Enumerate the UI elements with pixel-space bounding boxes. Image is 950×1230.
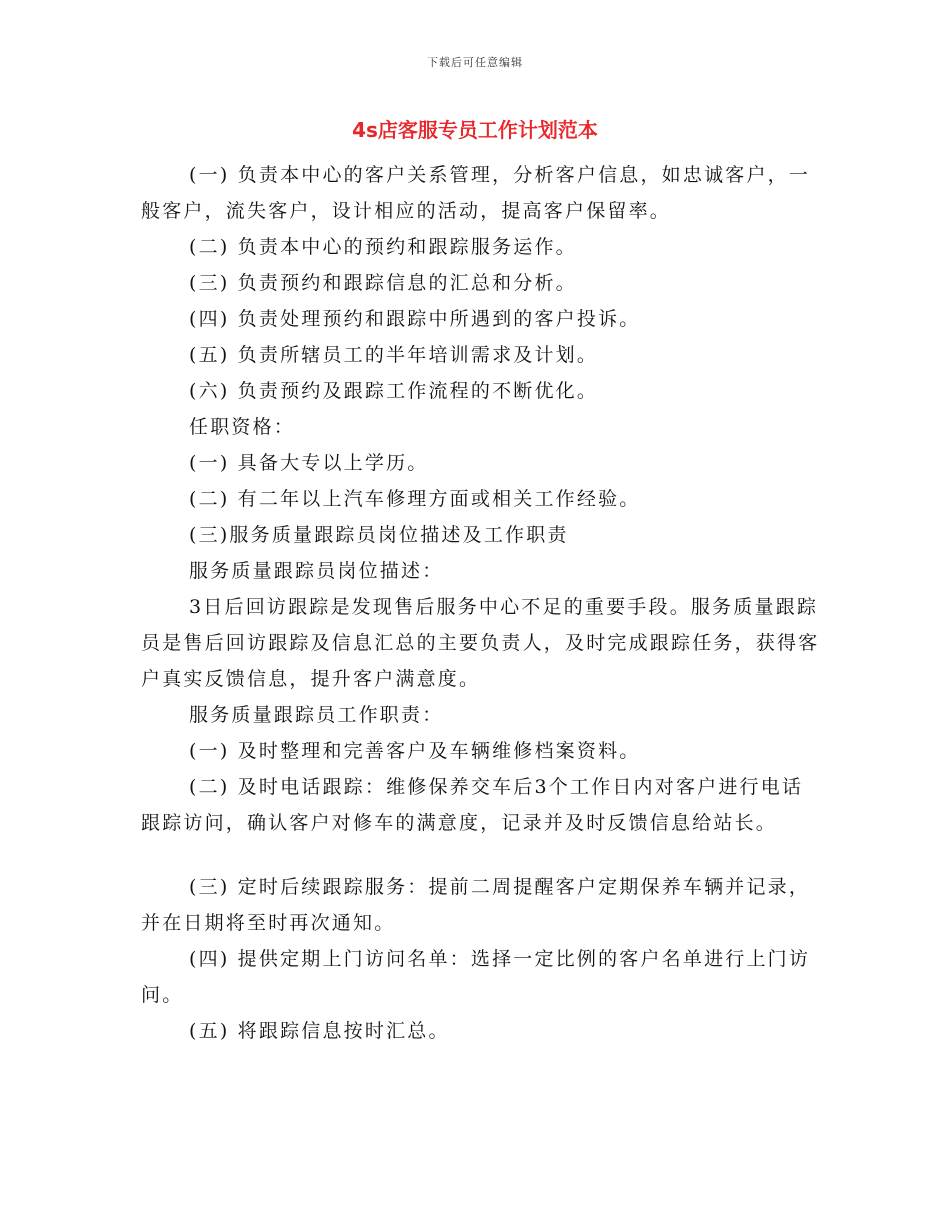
section-heading-qualifications: 任职资格：: [189, 416, 296, 438]
paragraph-qualification-3: (三)服务质量跟踪员岗位描述及工作职责: [189, 524, 569, 546]
paragraph-duty-2: (二) 负责本中心的预约和跟踪服务运作。: [189, 236, 577, 258]
section-heading-tracker-duties: 服务质量跟踪员工作职责：: [189, 704, 444, 726]
paragraph-tracker-duty-4: (四) 提供定期上门访问名单：选择一定比例的客户名单进行上门访问。: [141, 948, 811, 1006]
paragraph-tracker-duty-1: (一) 及时整理和完善客户及车辆维修档案资料。: [189, 740, 641, 762]
paragraph-duty-4: (四) 负责处理预约和跟踪中所遇到的客户投诉。: [189, 308, 641, 330]
header-note: 下载后可任意编辑: [427, 56, 523, 69]
paragraph-qualification-1: (一) 具备大专以上学历。: [189, 452, 429, 474]
paragraph-duty-1: (一) 负责本中心的客户关系管理，分析客户信息，如忠诚客户，一般客户，流失客户，设计相应的活动，提高客户保留率。: [141, 164, 811, 222]
document-title: 4s店客服专员工作计划范本: [352, 118, 598, 142]
document-body: [141, 157, 821, 1049]
paragraph-duty-3: (三) 负责预约和跟踪信息的汇总和分析。: [189, 272, 577, 294]
paragraph-tracker-duty-5: (五) 将跟踪信息按时汇总。: [189, 1020, 450, 1042]
section-heading-tracker-description: 服务质量跟踪员岗位描述：: [189, 560, 444, 582]
paragraph-tracker-description: 3日后回访跟踪是发现售后服务中心不足的重要手段。服务质量跟踪员是售后回访跟踪及信息汇总的主要负责人，及时完成跟踪任务，获得客户真实反馈信息，提升客户满意度。: [141, 596, 820, 690]
paragraph-qualification-2: (二) 有二年以上汽车修理方面或相关工作经验。: [189, 488, 641, 510]
paragraph-tracker-duty-2: (二) 及时电话跟踪：维修保养交车后3个工作日内对客户进行电话跟踪访问，确认客户对修车的满意度，记录并及时反馈信息给站长。: [141, 776, 804, 834]
paragraph-duty-6: (六) 负责预约及跟踪工作流程的不断优化。: [189, 380, 599, 402]
paragraph-tracker-duty-3: (三) 定时后续跟踪服务：提前二周提醒客户定期保养车辆并记录，并在日期将至时再次通知。: [141, 876, 811, 934]
paragraph-duty-5: (五) 负责所辖员工的半年培训需求及计划。: [189, 344, 599, 366]
